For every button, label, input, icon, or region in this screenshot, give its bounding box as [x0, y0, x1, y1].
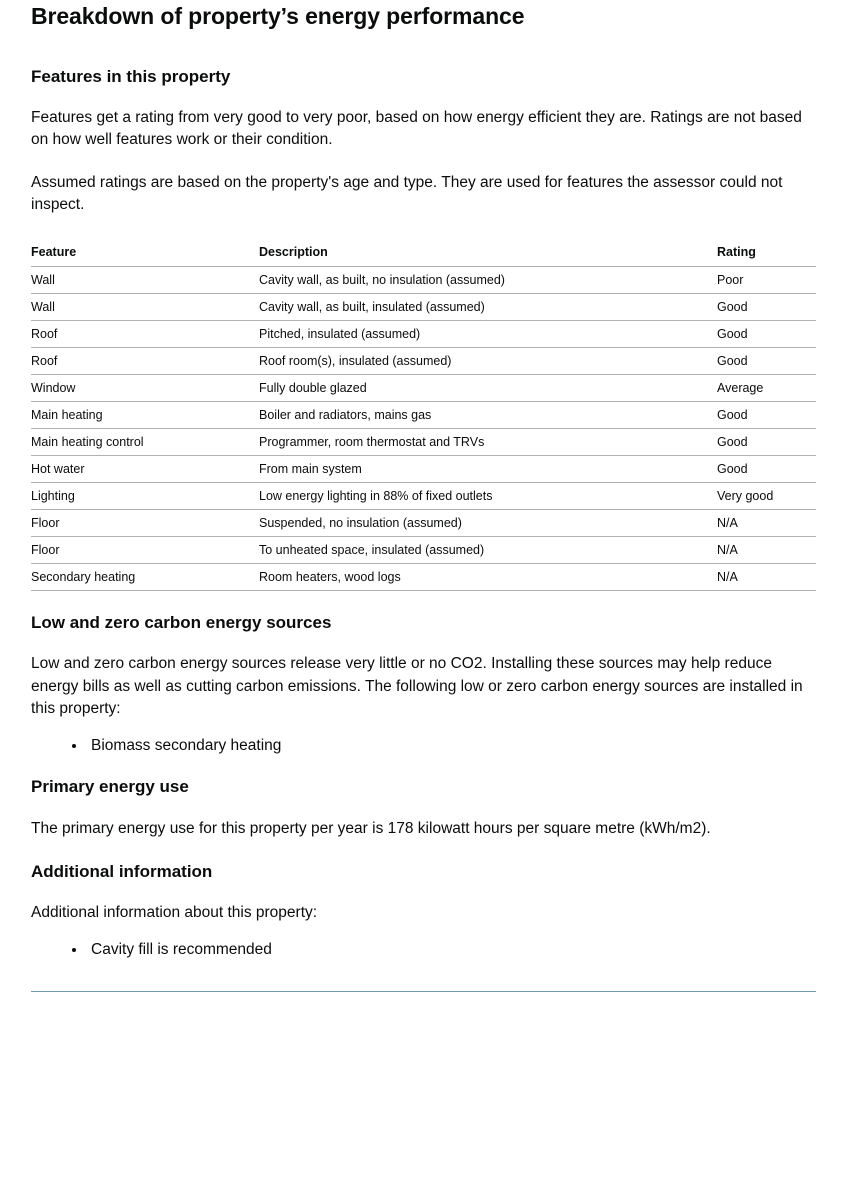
- cell-rating: Good: [717, 401, 816, 428]
- table-row: [31, 455, 816, 482]
- cell-rating: Good: [717, 455, 816, 482]
- cell-feature: Hot water: [31, 455, 259, 482]
- cell-feature: Roof: [31, 320, 259, 347]
- page-title: Breakdown of property’s energy performance: [31, 3, 525, 29]
- table-row: [31, 401, 816, 428]
- table-row: [31, 509, 816, 536]
- spacer: [31, 757, 816, 777]
- low-carbon-paragraph: Low and zero carbon energy sources release very little or no CO2. Installing these sources may help reduce energy bills as well as cutting carbon emissions. The following low or zero carbon energy sources are installed in this property:: [31, 655, 803, 718]
- cell-feature: Roof: [31, 347, 259, 374]
- table-header-row: [31, 245, 816, 267]
- cell-feature: Wall: [31, 266, 259, 293]
- features-paragraph-1: Features get a rating from very good to very poor, based on how energy efficient they are. Ratings are not based on how well features work or their condition.: [31, 108, 802, 149]
- features-table-head: [31, 245, 816, 267]
- cell-feature: Wall: [31, 293, 259, 320]
- additional-paragraph: Additional information about this property:: [31, 904, 318, 922]
- spacer: [31, 840, 816, 862]
- table-row: [31, 374, 816, 401]
- spacer: [31, 798, 816, 818]
- section-heading-primary-energy: Primary energy use: [31, 777, 189, 797]
- list-item: • Cavity fill is recommended: [87, 939, 816, 961]
- section-heading-low-carbon: Low and zero carbon energy sources: [31, 612, 332, 632]
- table-row: [31, 347, 816, 374]
- spacer: [31, 87, 816, 107]
- table-row: [31, 428, 816, 455]
- cell-feature: Secondary heating: [31, 563, 259, 590]
- table-row: [31, 563, 816, 590]
- cell-description: Fully double glazed: [259, 374, 717, 401]
- table-row: [31, 482, 816, 509]
- cell-rating: Average: [717, 374, 816, 401]
- cell-description: To unheated space, insulated (assumed): [259, 536, 717, 563]
- cell-rating: Good: [717, 347, 816, 374]
- cell-rating: Good: [717, 320, 816, 347]
- features-paragraph-2: Assumed ratings are based on the property's age and type. They are used for features the assessor could not inspect.: [31, 173, 783, 214]
- cell-description: Boiler and radiators, mains gas: [259, 401, 717, 428]
- cell-rating: N/A: [717, 563, 816, 590]
- cell-feature: Main heating control: [31, 428, 259, 455]
- spacer: [31, 882, 816, 902]
- list-item: • Biomass secondary heating: [87, 735, 816, 757]
- spacer: [31, 31, 816, 67]
- column-header-description: Description: [259, 245, 717, 267]
- cell-description: Suspended, no insulation (assumed): [259, 509, 717, 536]
- section-divider: [31, 991, 816, 992]
- features-table: [31, 245, 816, 591]
- column-header-feature: Feature: [31, 245, 259, 267]
- cell-description: Roof room(s), insulated (assumed): [259, 347, 717, 374]
- cell-description: Programmer, room thermostat and TRVs: [259, 428, 717, 455]
- table-row: [31, 320, 816, 347]
- primary-energy-paragraph: The primary energy use for this property per year is 178 kilowatt hours per square metre (kWh/m2).: [31, 819, 711, 837]
- table-row: [31, 266, 816, 293]
- column-header-rating: Rating: [717, 245, 816, 267]
- table-row: [31, 293, 816, 320]
- cell-rating: Very good: [717, 482, 816, 509]
- cell-description: Low energy lighting in 88% of fixed outlets: [259, 482, 717, 509]
- cell-rating: Good: [717, 428, 816, 455]
- spacer: [31, 591, 816, 613]
- cell-rating: N/A: [717, 536, 816, 563]
- section-heading-features: Features in this property: [31, 66, 231, 86]
- low-carbon-list: [31, 735, 816, 757]
- cell-feature: Window: [31, 374, 259, 401]
- cell-rating: N/A: [717, 509, 816, 536]
- cell-rating: Poor: [717, 266, 816, 293]
- additional-list: [31, 939, 816, 961]
- cell-rating: Good: [717, 293, 816, 320]
- cell-description: Cavity wall, as built, no insulation (assumed): [259, 266, 717, 293]
- features-table-body: [31, 266, 816, 590]
- cell-description: Room heaters, wood logs: [259, 563, 717, 590]
- cell-description: Pitched, insulated (assumed): [259, 320, 717, 347]
- cell-description: Cavity wall, as built, insulated (assumed): [259, 293, 717, 320]
- spacer: [31, 633, 816, 653]
- section-heading-additional: Additional information: [31, 861, 213, 881]
- cell-feature: Main heating: [31, 401, 259, 428]
- cell-feature: Lighting: [31, 482, 259, 509]
- table-row: [31, 536, 816, 563]
- cell-feature: Floor: [31, 536, 259, 563]
- cell-description: From main system: [259, 455, 717, 482]
- cell-feature: Floor: [31, 509, 259, 536]
